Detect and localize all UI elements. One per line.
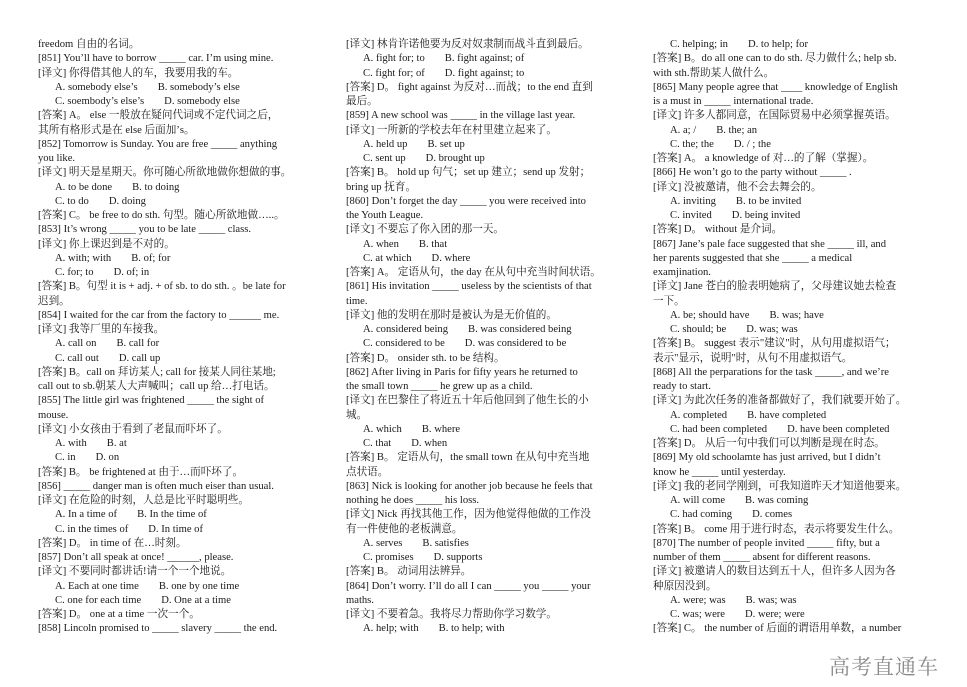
answer-option: A. a; /: [670, 124, 697, 136]
text-line: mouse.: [38, 409, 69, 421]
answer-options-row: [38, 451, 330, 465]
answer-option: D. / ; the: [733, 138, 771, 150]
answer-option: D. on: [95, 452, 120, 464]
text-line: [答案] C。 be free to do sth. 句型。随心所欲地做…..。: [38, 210, 285, 221]
text-line: 点状语。: [346, 466, 389, 478]
answer-option: D. of; in: [113, 267, 150, 278]
answer-options-row: [653, 309, 945, 323]
answer-option: C. was; were: [670, 609, 726, 620]
answer-option: A. Each at one time: [55, 580, 139, 592]
text-line: [译文] 一所新的学校去年在村里建立起来了。: [346, 124, 557, 136]
text-line: the small town _____ he grew up as a child.: [346, 381, 533, 392]
answer-option: C. invited: [670, 210, 712, 221]
text-line: [答案] A。 a knowledge of 对…的了解（掌握）。: [653, 153, 874, 164]
answer-option: C. call out: [55, 352, 99, 364]
answer-options-row: [346, 622, 638, 636]
answer-option: D. One at a time: [161, 594, 231, 606]
text-line: [861] His invitation _____ useless by the scientists of that: [346, 281, 592, 293]
answer-options-row: [346, 238, 638, 252]
answer-option: A. were; was: [670, 594, 726, 606]
answer-options-row: [346, 52, 638, 66]
answer-option: B. one by one time: [158, 580, 240, 592]
answer-options-row: [346, 323, 638, 337]
text-column-right: [653, 38, 945, 637]
text-line: [译文] 不要同时都讲话!请一个一个地说。: [38, 566, 232, 578]
answer-option: B. set up: [427, 138, 465, 150]
text-line: [868] All the perparations for the task _____, and we’re: [653, 366, 889, 378]
answer-option: A. somebody else’s: [55, 81, 138, 93]
text-line: [答案] D。 onsider sth. to be 结构。: [346, 352, 505, 364]
answer-options-row: [653, 209, 945, 223]
text-line: [译文] 你得借其他人的车，我要用我的车。: [38, 67, 239, 79]
answer-option: B. somebody’s else: [157, 81, 240, 93]
answer-options-row: [346, 423, 638, 437]
answer-option: B. the; an: [716, 124, 758, 136]
text-line: [866] He won’t go to the party without _____ .: [653, 167, 852, 179]
text-line: nothing he does _____ his loss.: [346, 495, 480, 506]
answer-option: A. with; with: [55, 252, 112, 264]
answer-option: A. to be done: [55, 181, 113, 193]
text-line: the Youth League.: [346, 210, 424, 221]
answer-options-row: [38, 352, 330, 366]
text-line: [答案] B。句型 it is + adj. + of sb. to do sth. 。be late for: [38, 281, 286, 293]
text-line: [译文] 不要着急。我将尽力帮助你学习数学。: [346, 609, 557, 620]
text-line: [答案] A。 定语从句，the day 在从句中充当时间状语。: [346, 267, 601, 278]
answer-options-row: [38, 508, 330, 522]
text-line: [译文] 许多人都同意，在国际贸易中必须掌握英语。: [653, 110, 896, 122]
text-line: freedom 自由的名词。: [38, 39, 140, 50]
text-line: [867] Jane’s pale face suggested that she _____ ill, and: [653, 238, 886, 250]
answer-options-row: [38, 95, 330, 109]
answer-option: A. call on: [55, 338, 97, 350]
answer-option: C. promises: [363, 552, 414, 563]
text-line: [译文] 明天是星期天。你可随心所欲地做你想做的事。: [38, 167, 292, 179]
answer-options-row: [38, 580, 330, 594]
text-line: [译文] 没被邀请，他不会去舞会的。: [653, 181, 822, 193]
answer-option: A. In a time of: [55, 509, 118, 521]
text-line: [译文] 我的老同学刚到，可我知道昨天才知道他要来。: [653, 480, 907, 492]
answer-option: C. soembody’s else’s: [55, 96, 145, 107]
answer-option: B. that: [418, 238, 448, 250]
text-line: [863] Nick is looking for another job because he feels that: [346, 480, 593, 492]
answer-option: A. fight for; to: [363, 53, 425, 65]
answer-option: C. one for each time: [55, 594, 142, 606]
answer-option: A. help; with: [363, 623, 419, 635]
answer-option: D. somebody else: [164, 96, 240, 107]
answer-options-row: [38, 337, 330, 351]
answer-options-row: [653, 124, 945, 138]
answer-option: B. satisfies: [422, 537, 469, 549]
text-line: [答案] B。 come 用于进行时态，表示将要发生什么。: [653, 523, 900, 535]
text-line: [答案] A。 else 一般放在疑问代词或不定代词之后，: [38, 110, 279, 122]
answer-option: D. doing: [108, 195, 146, 207]
answer-options-row: [653, 323, 945, 337]
answer-option: D. supports: [433, 552, 483, 563]
text-line: [答案] B。 定语从句，the small town 在从句中充当地: [346, 452, 590, 464]
answer-options-row: [38, 437, 330, 451]
text-line: number of them _____ absent for different reasons.: [653, 552, 871, 563]
answer-option: B. at: [106, 438, 127, 449]
answer-option: B. to help; with: [438, 623, 505, 635]
answer-options-row: [38, 195, 330, 209]
answer-options-row: [346, 551, 638, 565]
text-column-middle: [346, 38, 638, 637]
answer-option: B. was; have: [769, 309, 824, 321]
text-line: [译文] 被邀请人的数目达到五十人，但许多人因为各: [653, 566, 896, 578]
text-line: [851] You’ll have to borrow _____ car. I’m using mine.: [38, 53, 274, 65]
answer-option: A. serves: [363, 537, 403, 549]
answer-options-row: [653, 409, 945, 423]
answer-option: B. to be invited: [735, 195, 802, 207]
text-line: [865] Many people agree that ____ knowledge of English: [653, 81, 898, 93]
text-line: [862] After living in Paris for fifty years he returned to: [346, 366, 578, 378]
answer-option: A. be; should have: [670, 309, 750, 321]
text-line: you like.: [38, 153, 76, 164]
answer-option: D. were; were: [745, 609, 805, 620]
answer-options-row: [653, 423, 945, 437]
answer-option: C. had been completed: [670, 423, 768, 435]
answer-option: D. In time of: [148, 523, 204, 535]
text-line: [译文] Jane 苍白的脸表明她病了，父母建议她去检查: [653, 281, 897, 293]
text-line: [答案] D。 without 是介词。: [653, 224, 783, 236]
answer-option: C. at which: [363, 252, 412, 264]
text-line: [答案] D。 从后一句中我们可以判断是现在时态。: [653, 438, 885, 449]
answer-option: D. was; was: [746, 324, 798, 335]
answer-options-row: [38, 594, 330, 608]
answer-option: A. inviting: [670, 195, 716, 207]
text-line: [答案] B。do all one can to do sth. 尽力做什么; help sb.: [653, 53, 897, 65]
text-line: [译文] 为此次任务的准备都做好了，我们就要开始了。: [653, 395, 907, 407]
answer-option: B. where: [421, 423, 461, 435]
text-column-left: [38, 38, 330, 637]
answer-option: C. helping; in: [670, 39, 728, 50]
answer-option: D. to help; for: [747, 39, 809, 50]
answer-options-row: [38, 181, 330, 195]
text-line: [译文] 他的发明在那时是被认为是无价值的。: [346, 309, 557, 321]
text-line: [答案] D。 fight against 为反对…而战；to the end 直到: [346, 81, 593, 93]
text-line: [译文] 你上课迟到是不对的。: [38, 238, 175, 250]
answer-option: C. had coming: [670, 509, 733, 521]
text-line: [答案] D。 one at a time 一次一个。: [38, 609, 200, 620]
answer-option: A. will come: [670, 495, 726, 506]
answer-options-row: [653, 594, 945, 608]
answer-option: A. completed: [670, 409, 728, 421]
answer-option: D. was considered to be: [464, 338, 567, 350]
answer-options-row: [653, 38, 945, 52]
text-line: call out to sb.朝某人大声喊叫；call up 给…打电话。: [38, 381, 275, 392]
answer-options-row: [653, 195, 945, 209]
answer-options-row: [653, 494, 945, 508]
answer-option: C. fight for; of: [363, 67, 425, 79]
answer-option: B. of; for: [131, 252, 171, 264]
text-line: 其所有格形式是在 else 后面加’s。: [38, 124, 195, 136]
text-line: [答案] B。call on 拜访某人; call for 接某人同往某地;: [38, 366, 276, 378]
answer-option: C. the; the: [670, 138, 714, 150]
text-line: with sth.帮助某人做什么。: [653, 67, 775, 79]
answer-options-row: [346, 337, 638, 351]
answer-option: D. call up: [118, 352, 161, 364]
text-line: [译文] 小女孩由于看到了老鼠而吓坏了。: [38, 423, 228, 435]
text-line: [852] Tomorrow is Sunday. You are free _____ anything: [38, 138, 278, 150]
answer-option: C. to do: [55, 195, 89, 207]
answer-option: C. considered to be: [363, 338, 445, 350]
answer-options-row: [38, 266, 330, 280]
text-line: [答案] B。 be frightened at 由于…而吓坏了。: [38, 466, 244, 478]
text-line: [译文] 在危险的时刻，人总是比平时聪明些。: [38, 495, 249, 506]
answer-options-row: [38, 81, 330, 95]
text-line: 种原因没到。: [653, 580, 717, 592]
answer-options-row: [38, 523, 330, 537]
text-line: [答案] B。 suggest 表示"建议"时，从句用虚拟语气；: [653, 338, 896, 350]
text-line: 一下。: [653, 295, 685, 307]
text-line: [答案] C。 the number of 后面的谓语用单数，a number: [653, 623, 902, 635]
answer-option: B. to doing: [132, 181, 180, 193]
text-line: [答案] B。 hold up 句气；set up 建立；send up 发射；: [346, 167, 591, 179]
text-line: [869] My old schoolamte has just arrived, but I didn’t: [653, 452, 881, 464]
text-line: bring up 抚育。: [346, 181, 417, 193]
answer-option: A. considered being: [363, 324, 449, 335]
text-line: [854] I waited for the car from the factory to ______ me.: [38, 309, 280, 321]
text-line: [译文] Nick 再找其他工作，因为他觉得他做的工作没: [346, 509, 591, 521]
text-line: [译文] 我等厂里的车接我。: [38, 324, 165, 335]
text-line: 表示"显示，说明"时，从句不用虚拟语气。: [653, 352, 853, 364]
text-line: [870] The number of people invited _____ fifty, but a: [653, 537, 880, 549]
answer-options-row: [653, 508, 945, 522]
text-line: [858] Lincoln promised to _____ slavery _____ the end.: [38, 623, 278, 635]
answer-options-row: [38, 252, 330, 266]
answer-options-row: [346, 252, 638, 266]
answer-option: C. in the times of: [55, 523, 129, 535]
answer-option: C. sent up: [363, 153, 406, 164]
text-line: [译文] 在巴黎住了将近五十年后他回到了他生长的小: [346, 395, 589, 407]
text-line: 有一件使他的老板满意。: [346, 523, 463, 535]
text-line: her parents suggested that she _____ a medical: [653, 252, 853, 264]
answer-option: D. comes: [752, 509, 793, 521]
answer-option: D. brought up: [425, 153, 485, 164]
answer-option: B. was coming: [745, 495, 809, 506]
answer-option: D. where: [431, 252, 471, 264]
text-line: [855] The little girl was frightened _____ the sight of: [38, 395, 265, 407]
watermark-logo: 高考直通车: [829, 655, 939, 679]
answer-option: D. when: [411, 438, 448, 449]
text-line: [答案] B。 动词用法辨异。: [346, 566, 472, 578]
answer-option: A. which: [363, 423, 402, 435]
answer-option: C. that: [363, 438, 392, 449]
text-line: [864] Don’t worry. I’ll do all I can _____ you _____ your: [346, 580, 591, 592]
answer-options-row: [653, 608, 945, 622]
text-line: [译文] 不要忘了你入团的那一天。: [346, 224, 505, 236]
answer-option: A. with: [55, 438, 87, 449]
answer-options-row: [346, 67, 638, 81]
text-line: [译文] 林肯许诺他要为反对奴隶制而战斗直到最后。: [346, 39, 589, 50]
answer-options-row: [653, 138, 945, 152]
answer-option: D. fight against; to: [444, 67, 525, 79]
text-line: 迟到。: [38, 295, 70, 307]
answer-option: A. when: [363, 238, 399, 250]
text-line: maths.: [346, 594, 374, 606]
text-line: [859] A new school was _____ in the village last year.: [346, 110, 576, 122]
text-line: 最后。: [346, 96, 378, 107]
answer-option: C. should; be: [670, 324, 727, 335]
answer-option: B. In the time of: [137, 509, 207, 521]
text-line: [答案] D。 in time of 在…时刻。: [38, 537, 187, 549]
text-line: [856] _____ danger man is often much eiser than usual.: [38, 480, 274, 492]
answer-option: C. for; to: [55, 267, 94, 278]
answer-option: B. have completed: [747, 409, 827, 421]
text-line: [853] It’s wrong _____ you to be late _____ class.: [38, 224, 252, 236]
answer-option: B. was considered being: [468, 324, 572, 335]
answer-options-row: [346, 537, 638, 551]
text-line: know he _____ until yesterday.: [653, 466, 786, 478]
answer-option: D. being invited: [731, 210, 801, 221]
answer-options-row: [346, 152, 638, 166]
answer-option: B. call for: [116, 338, 160, 350]
answer-option: C. in: [55, 452, 76, 464]
answer-options-row: [346, 437, 638, 451]
text-line: examjination.: [653, 267, 711, 278]
text-line: 城。: [346, 409, 368, 421]
answer-option: A. held up: [363, 138, 408, 150]
text-line: ready to start.: [653, 381, 711, 392]
answer-option: B. was; was: [745, 594, 797, 606]
text-line: [857] Don’t all speak at once! ______, please.: [38, 552, 234, 563]
answer-option: D. have been completed: [787, 423, 890, 435]
answer-options-row: [346, 138, 638, 152]
text-line: is a must in _____ international trade.: [653, 96, 814, 107]
text-line: [860] Don’t forget the day _____ you were received into: [346, 195, 586, 207]
answer-option: B. fight against; of: [444, 53, 525, 65]
text-line: time.: [346, 295, 368, 307]
